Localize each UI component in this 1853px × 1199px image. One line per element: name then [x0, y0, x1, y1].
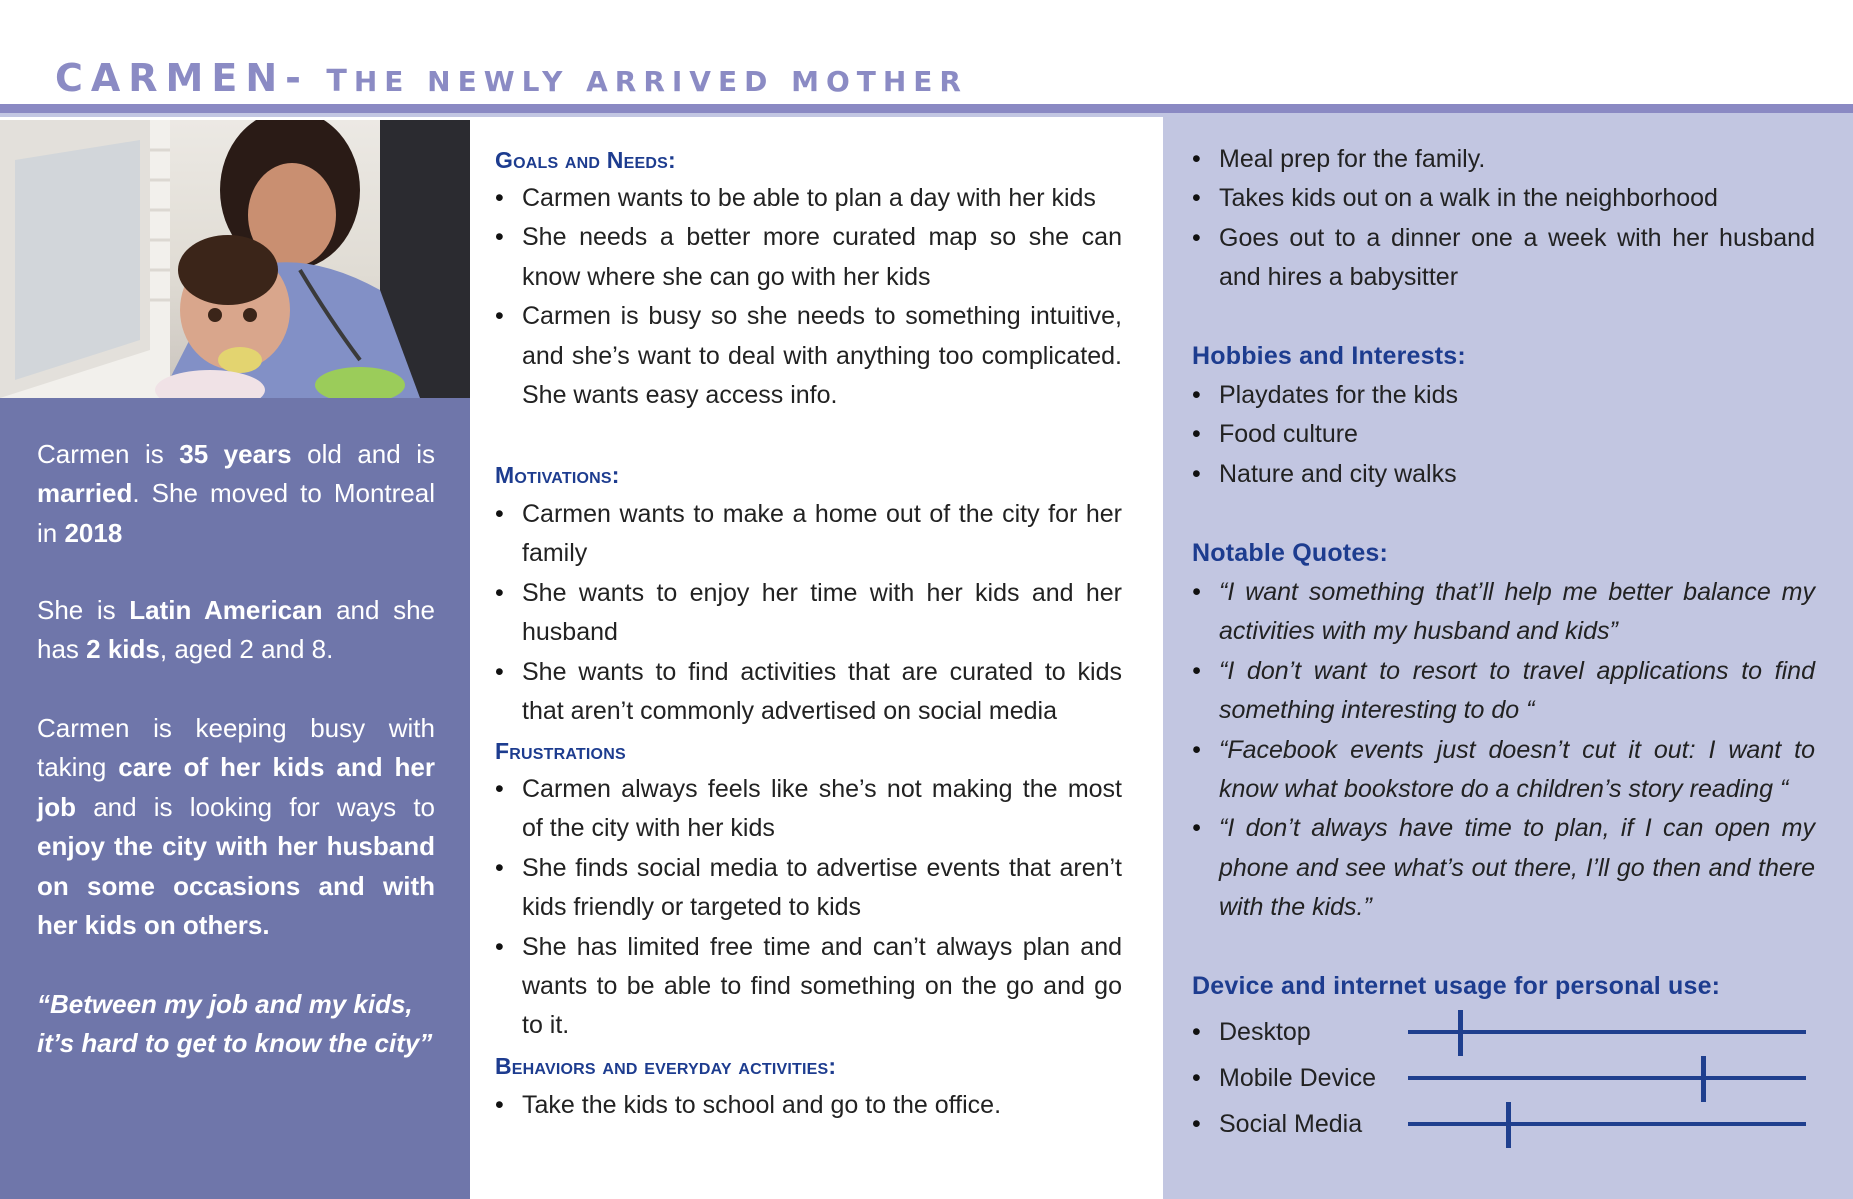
usage-level-marker [1701, 1056, 1706, 1102]
goals-heading: Goals and Needs: [495, 147, 676, 173]
usage-label: • Desktop [1192, 1012, 1311, 1052]
hobbies-list [1192, 376, 1815, 494]
usage-label: • Mobile Device [1192, 1058, 1376, 1098]
usage-scale [1408, 1076, 1806, 1080]
persona-photo [0, 120, 470, 398]
header-divider [0, 104, 1853, 113]
list-item: • She needs a better more curated map so she can know where she can go with her kids [495, 218, 1122, 297]
usage-row-mobile [1192, 1058, 1832, 1098]
bio-paragraph-origin: She is Latin American and she has 2 kids, aged 2 and 8. [37, 595, 435, 665]
list-item: • “I don’t want to resort to travel applications to find something interesting to do “ [1192, 652, 1815, 731]
usage-scale [1408, 1122, 1806, 1126]
list-item: • Takes kids out on a walk in the neighborhood [1192, 179, 1815, 218]
usage-label: • Social Media [1192, 1104, 1362, 1144]
list-item: • Carmen wants to be able to plan a day with her kids [495, 179, 1122, 218]
usage-scale [1408, 1030, 1806, 1034]
usage-heading: Device and internet usage for personal use: [1192, 972, 1721, 1000]
quotes-heading: Notable Quotes: [1192, 539, 1389, 567]
list-item: • Goes out to a dinner one a week with her husband and hires a babysitter [1192, 219, 1815, 298]
list-item: • She wants to enjoy her time with her kids and her husband [495, 574, 1122, 653]
list-item: • “I want something that’ll help me better balance my activities with my husband and kids” [1192, 573, 1815, 652]
usage-level-marker [1506, 1102, 1511, 1148]
behaviors-list-continued [1192, 140, 1815, 298]
behaviors-heading: Behaviors and everyday activities: [495, 1053, 837, 1079]
list-item: • She wants to find activities that are curated to kids that aren’t commonly advertised on social media [495, 653, 1122, 732]
behaviors-list [495, 1086, 1122, 1125]
list-item: • She has limited free time and can’t always plan and wants to be able to find something on the go and go to it. [495, 928, 1122, 1046]
usage-level-marker [1458, 1010, 1463, 1056]
usage-row-desktop [1192, 1012, 1832, 1052]
bio-paragraph-age: Carmen is 35 years old and is married. She moved to Montreal in 2018 [37, 439, 435, 548]
persona-photo-illustration [0, 120, 470, 398]
list-item: • Take the kids to school and go to the office. [495, 1086, 1122, 1125]
list-item: • Nature and city walks [1192, 455, 1815, 494]
quotes-list [1192, 573, 1815, 928]
subtitle-initial: T [326, 64, 354, 99]
motivations-heading: Motivations: [495, 462, 620, 488]
motivations-list [495, 495, 1122, 731]
usage-row-social [1192, 1104, 1832, 1144]
frustrations-heading: Frustrations [495, 738, 626, 764]
goals-list [495, 179, 1122, 415]
list-item: • Food culture [1192, 415, 1815, 454]
list-item: • Playdates for the kids [1192, 376, 1815, 415]
hobbies-heading: Hobbies and Interests: [1192, 342, 1466, 370]
persona-subtitle: HE NEWLY ARRIVED MOTHER [353, 65, 968, 98]
list-item: • “I don’t always have time to plan, if I can open my phone and see what’s out there, I’ll go then and there with the kids.” [1192, 809, 1815, 927]
persona-quote: “Between my job and my kids, it’s hard to get to know the city” [37, 989, 433, 1059]
persona-name: CARMEN- [55, 56, 309, 100]
list-item: • Carmen always feels like she’s not making the most of the city with her kids [495, 770, 1122, 849]
list-item: • Carmen is busy so she needs to something intuitive, and she’s want to deal with anything too complicated. She wants easy access info. [495, 297, 1122, 415]
list-item: • She finds social media to advertise events that aren’t kids friendly or targeted to kids [495, 849, 1122, 928]
frustrations-list [495, 770, 1122, 1046]
list-item: • Carmen wants to make a home out of the city for her family [495, 495, 1122, 574]
bio-paragraph-lifestyle: Carmen is keeping busy with taking care of her kids and her job and is looking for ways to enjoy the city with her husband on some occasions and with her kids on others. [37, 713, 435, 941]
page-title [55, 56, 968, 100]
list-item: • “Facebook events just doesn’t cut it out: I want to know what bookstore do a children’s story reading “ [1192, 731, 1815, 810]
list-item: • Meal prep for the family. [1192, 140, 1815, 179]
